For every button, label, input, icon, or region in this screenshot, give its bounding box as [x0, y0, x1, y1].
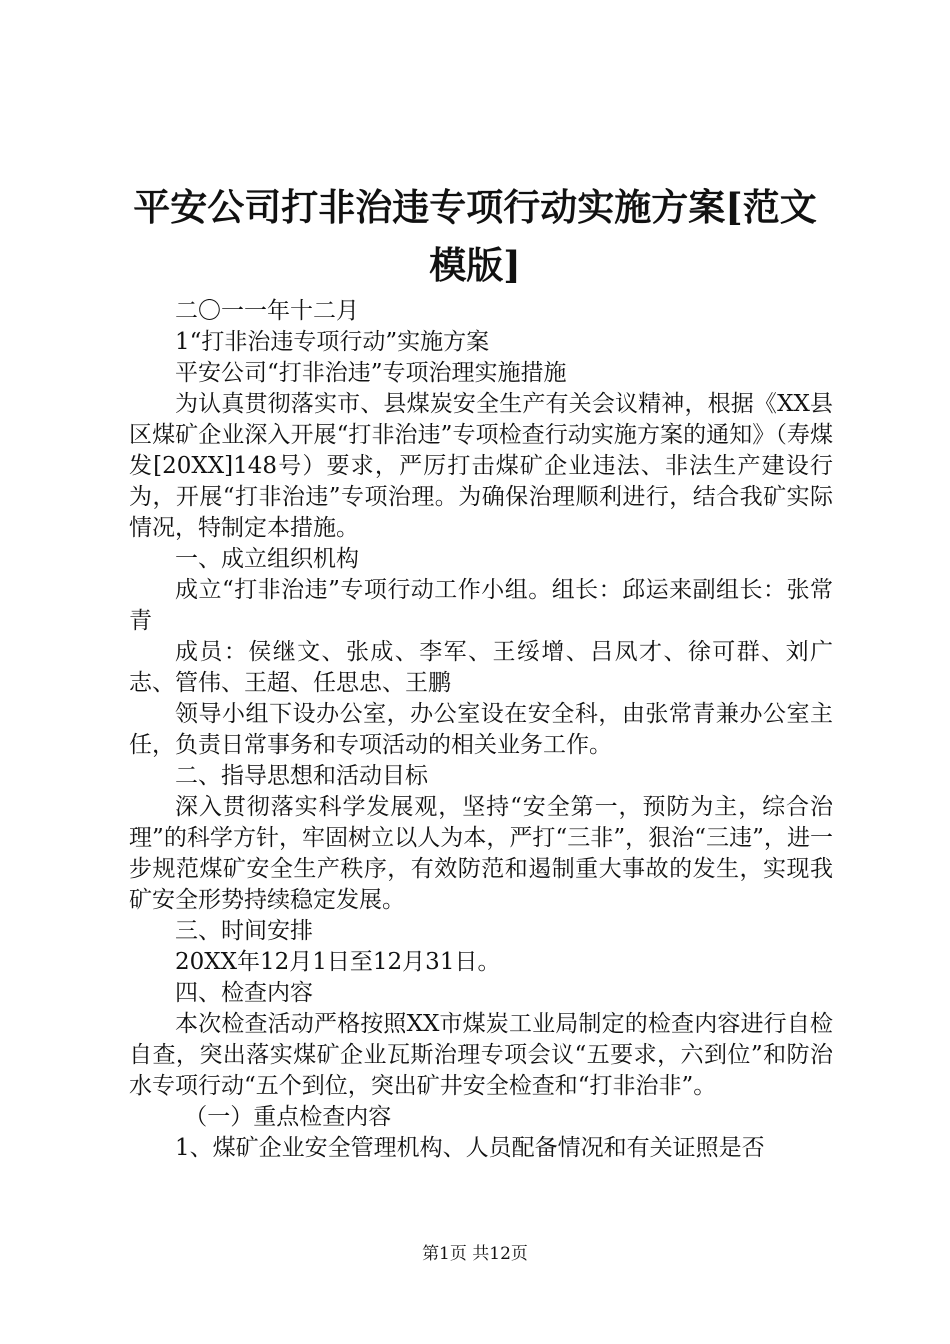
intro-paragraph: 为认真贯彻落实市、县煤炭安全生产有关会议精神，根据《XX县区煤矿企业深入开展“打非治违”专项检查行动实施方案的通知》（寿煤发[20XX]148号）要求，严厉打击煤矿企业违法、非法生产建设行为，开展“打非治违”专项治理。为确保治理顺利进行，结合我矿实际情况，特制定本措施。: [129, 391, 833, 541]
date-line: 二〇一一年十二月: [175, 298, 359, 324]
working-group-paragraph: 成立“打非治违”专项行动工作小组。组长：邱运来副组长：张常青: [129, 577, 833, 634]
schedule-paragraph: 20XX年12月1日至12月31日。: [175, 949, 501, 975]
measures-heading: 平安公司“打非治违”专项治理实施措施: [175, 360, 567, 386]
document-title: 平安公司打非治违专项行动实施方案[范文模版]: [133, 185, 817, 287]
guiding-ideology-paragraph: 深入贯彻落实科学发展观，坚持“安全第一，预防为主，综合治理”的科学方针，牢固树立以人为本，严打“三非”，狠治“三违”，进一步规范煤矿安全生产秩序，有效防范和遏制重大事故的发生，实现我矿安全形势持续稳定发展。: [129, 794, 833, 913]
subsection-heading-key-items: （一）重点检查内容: [184, 1104, 392, 1130]
section-heading-inspection: 四、检查内容: [175, 980, 313, 1006]
inspection-paragraph: 本次检查活动严格按照XX市煤炭工业局制定的检查内容进行自检自查，突出落实煤矿企业瓦斯治理专项会议“五要求，六到位”和防治水专项行动“五个到位，突出矿井安全检查和“打非治非”。: [129, 1011, 833, 1099]
document-body: [129, 296, 833, 1164]
page-footer: 第1页 共12页: [422, 1244, 528, 1264]
section-heading-guiding-ideology: 二、指导思想和活动目标: [175, 763, 428, 789]
section-heading-organization: 一、成立组织机构: [175, 546, 359, 572]
office-paragraph: 领导小组下设办公室，办公室设在安全科，由张常青兼办公室主任，负责日常事务和专项活动的相关业务工作。: [129, 701, 833, 758]
plan-heading: 1“打非治违专项行动”实施方案: [175, 329, 490, 355]
members-paragraph: 成员：侯继文、张成、李军、王绥增、吕凤才、徐可群、刘广志、管伟、王超、任思忠、王鹏: [129, 639, 833, 696]
key-item-1: 1、煤矿企业安全管理机构、人员配备情况和有关证照是否: [175, 1135, 765, 1161]
section-heading-schedule: 三、时间安排: [175, 918, 313, 944]
